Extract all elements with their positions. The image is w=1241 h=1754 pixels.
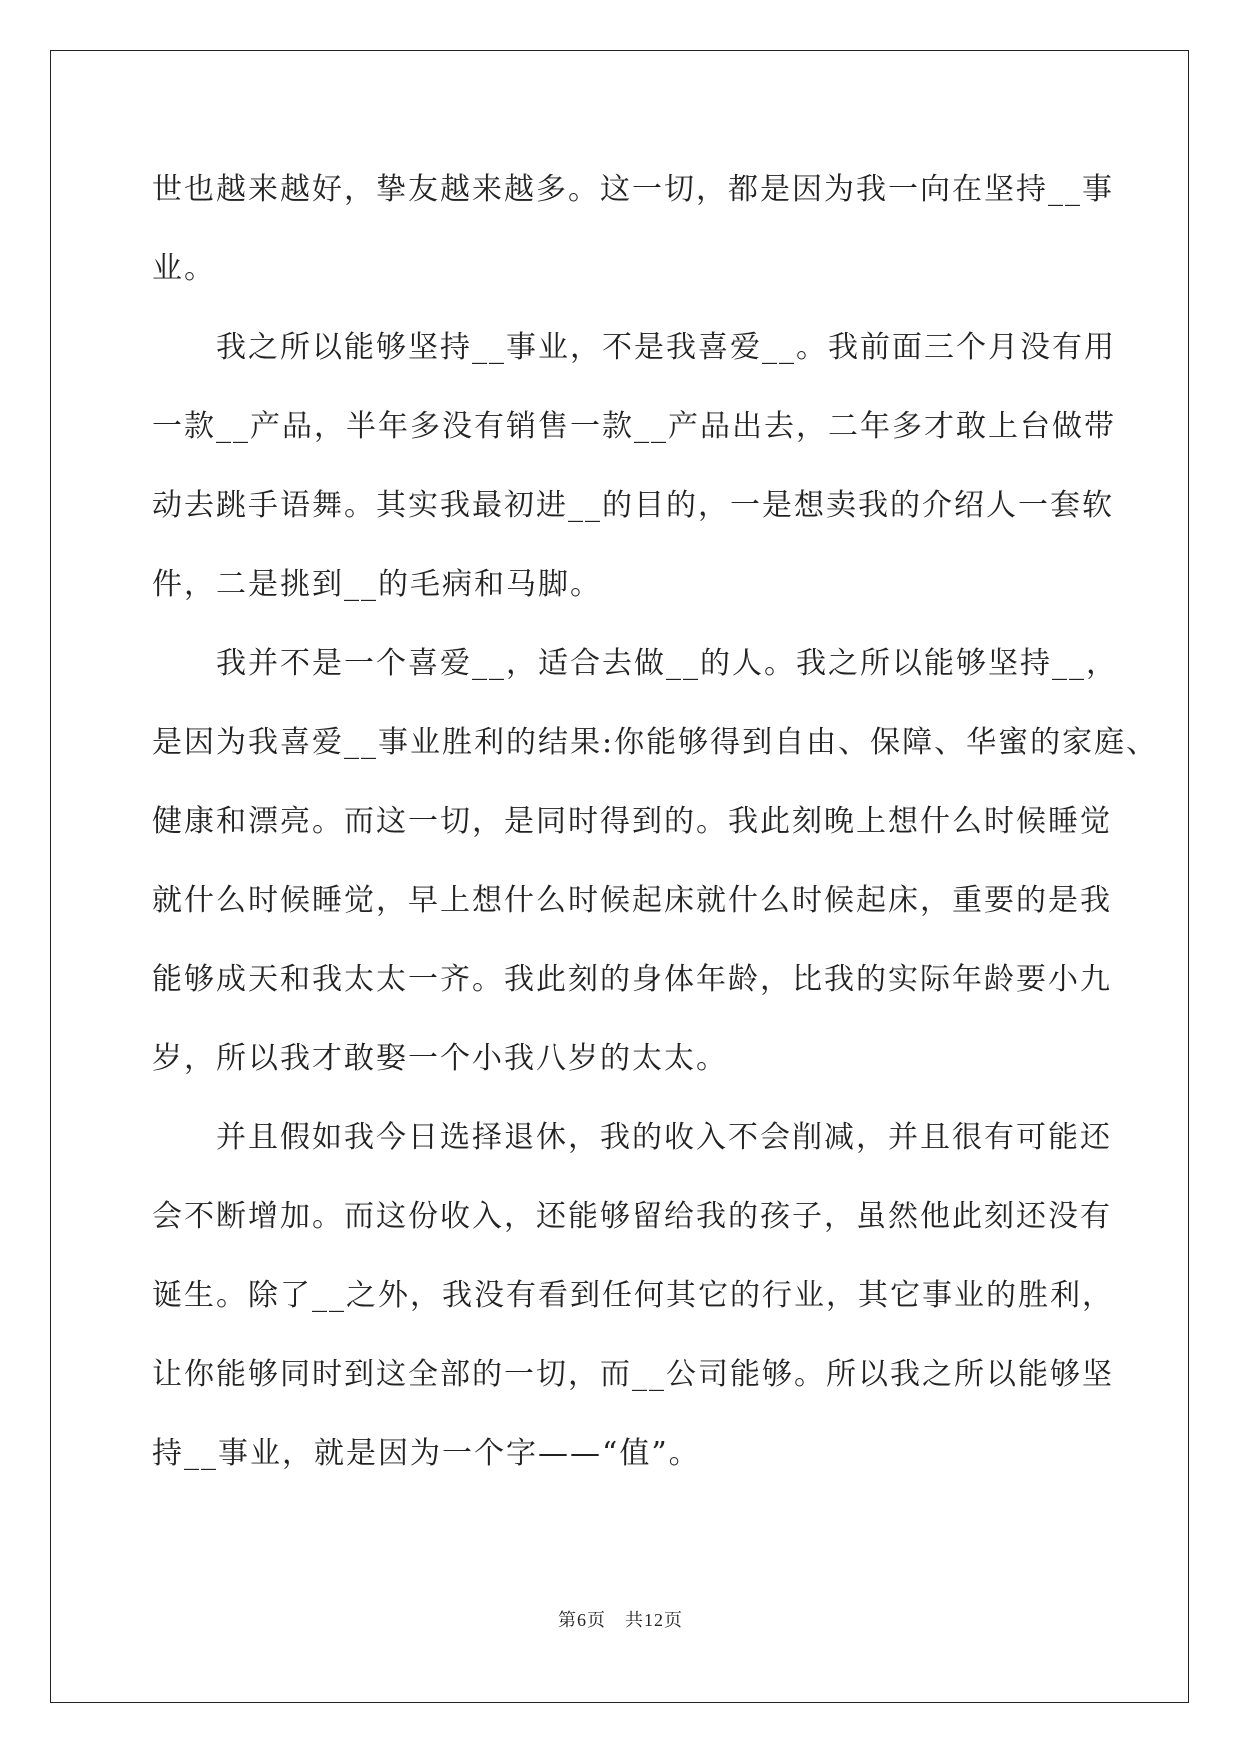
text-line: 一款__产品，半年多没有销售一款__产品出去，二年多才敢上台做带	[152, 409, 1116, 444]
text-line: 能够成天和我太太一齐。我此刻的身体年龄，比我的实际年龄要小九	[152, 962, 1112, 997]
text-line: 持__事业，就是因为一个字——“值”。	[152, 1436, 701, 1471]
text-line: 是因为我喜爱__事业胜利的结果:你能够得到自由、保障、华蜜的家庭、	[152, 725, 1159, 760]
text-line: 我并不是一个喜爱__，适合去做__的人。我之所以能够坚持__，	[152, 646, 1118, 681]
text-line: 件，二是挑到__的毛病和马脚。	[152, 567, 602, 602]
text-line: 健康和漂亮。而这一切，是同时得到的。我此刻晚上想什么时候睡觉	[152, 804, 1112, 839]
text-line: 就什么时候睡觉，早上想什么时候起床就什么时候起床，重要的是我	[152, 883, 1112, 918]
text-line: 会不断增加。而这份收入，还能够留给我的孩子，虽然他此刻还没有	[152, 1199, 1112, 1234]
document-body	[152, 150, 1159, 1493]
text-line: 动去跳手语舞。其实我最初进__的目的，一是想卖我的介绍人一套软	[152, 488, 1114, 523]
page-number: 第6页 共12页	[558, 1610, 683, 1630]
text-line: 让你能够同时到这全部的一切，而__公司能够。所以我之所以能够坚	[152, 1357, 1114, 1392]
text-line: 世也越来越好，挚友越来越多。这一切，都是因为我一向在坚持__事	[152, 172, 1114, 207]
text-line: 业。	[152, 251, 216, 286]
text-line: 我之所以能够坚持__事业，不是我喜爱__。我前面三个月没有用	[152, 330, 1116, 365]
text-line: 诞生。除了__之外，我没有看到任何其它的行业，其它事业的胜利，	[152, 1278, 1114, 1313]
text-line: 岁，所以我才敢娶一个小我八岁的太太。	[152, 1041, 728, 1076]
text-line: 并且假如我今日选择退休，我的收入不会削减，并且很有可能还	[152, 1120, 1112, 1155]
